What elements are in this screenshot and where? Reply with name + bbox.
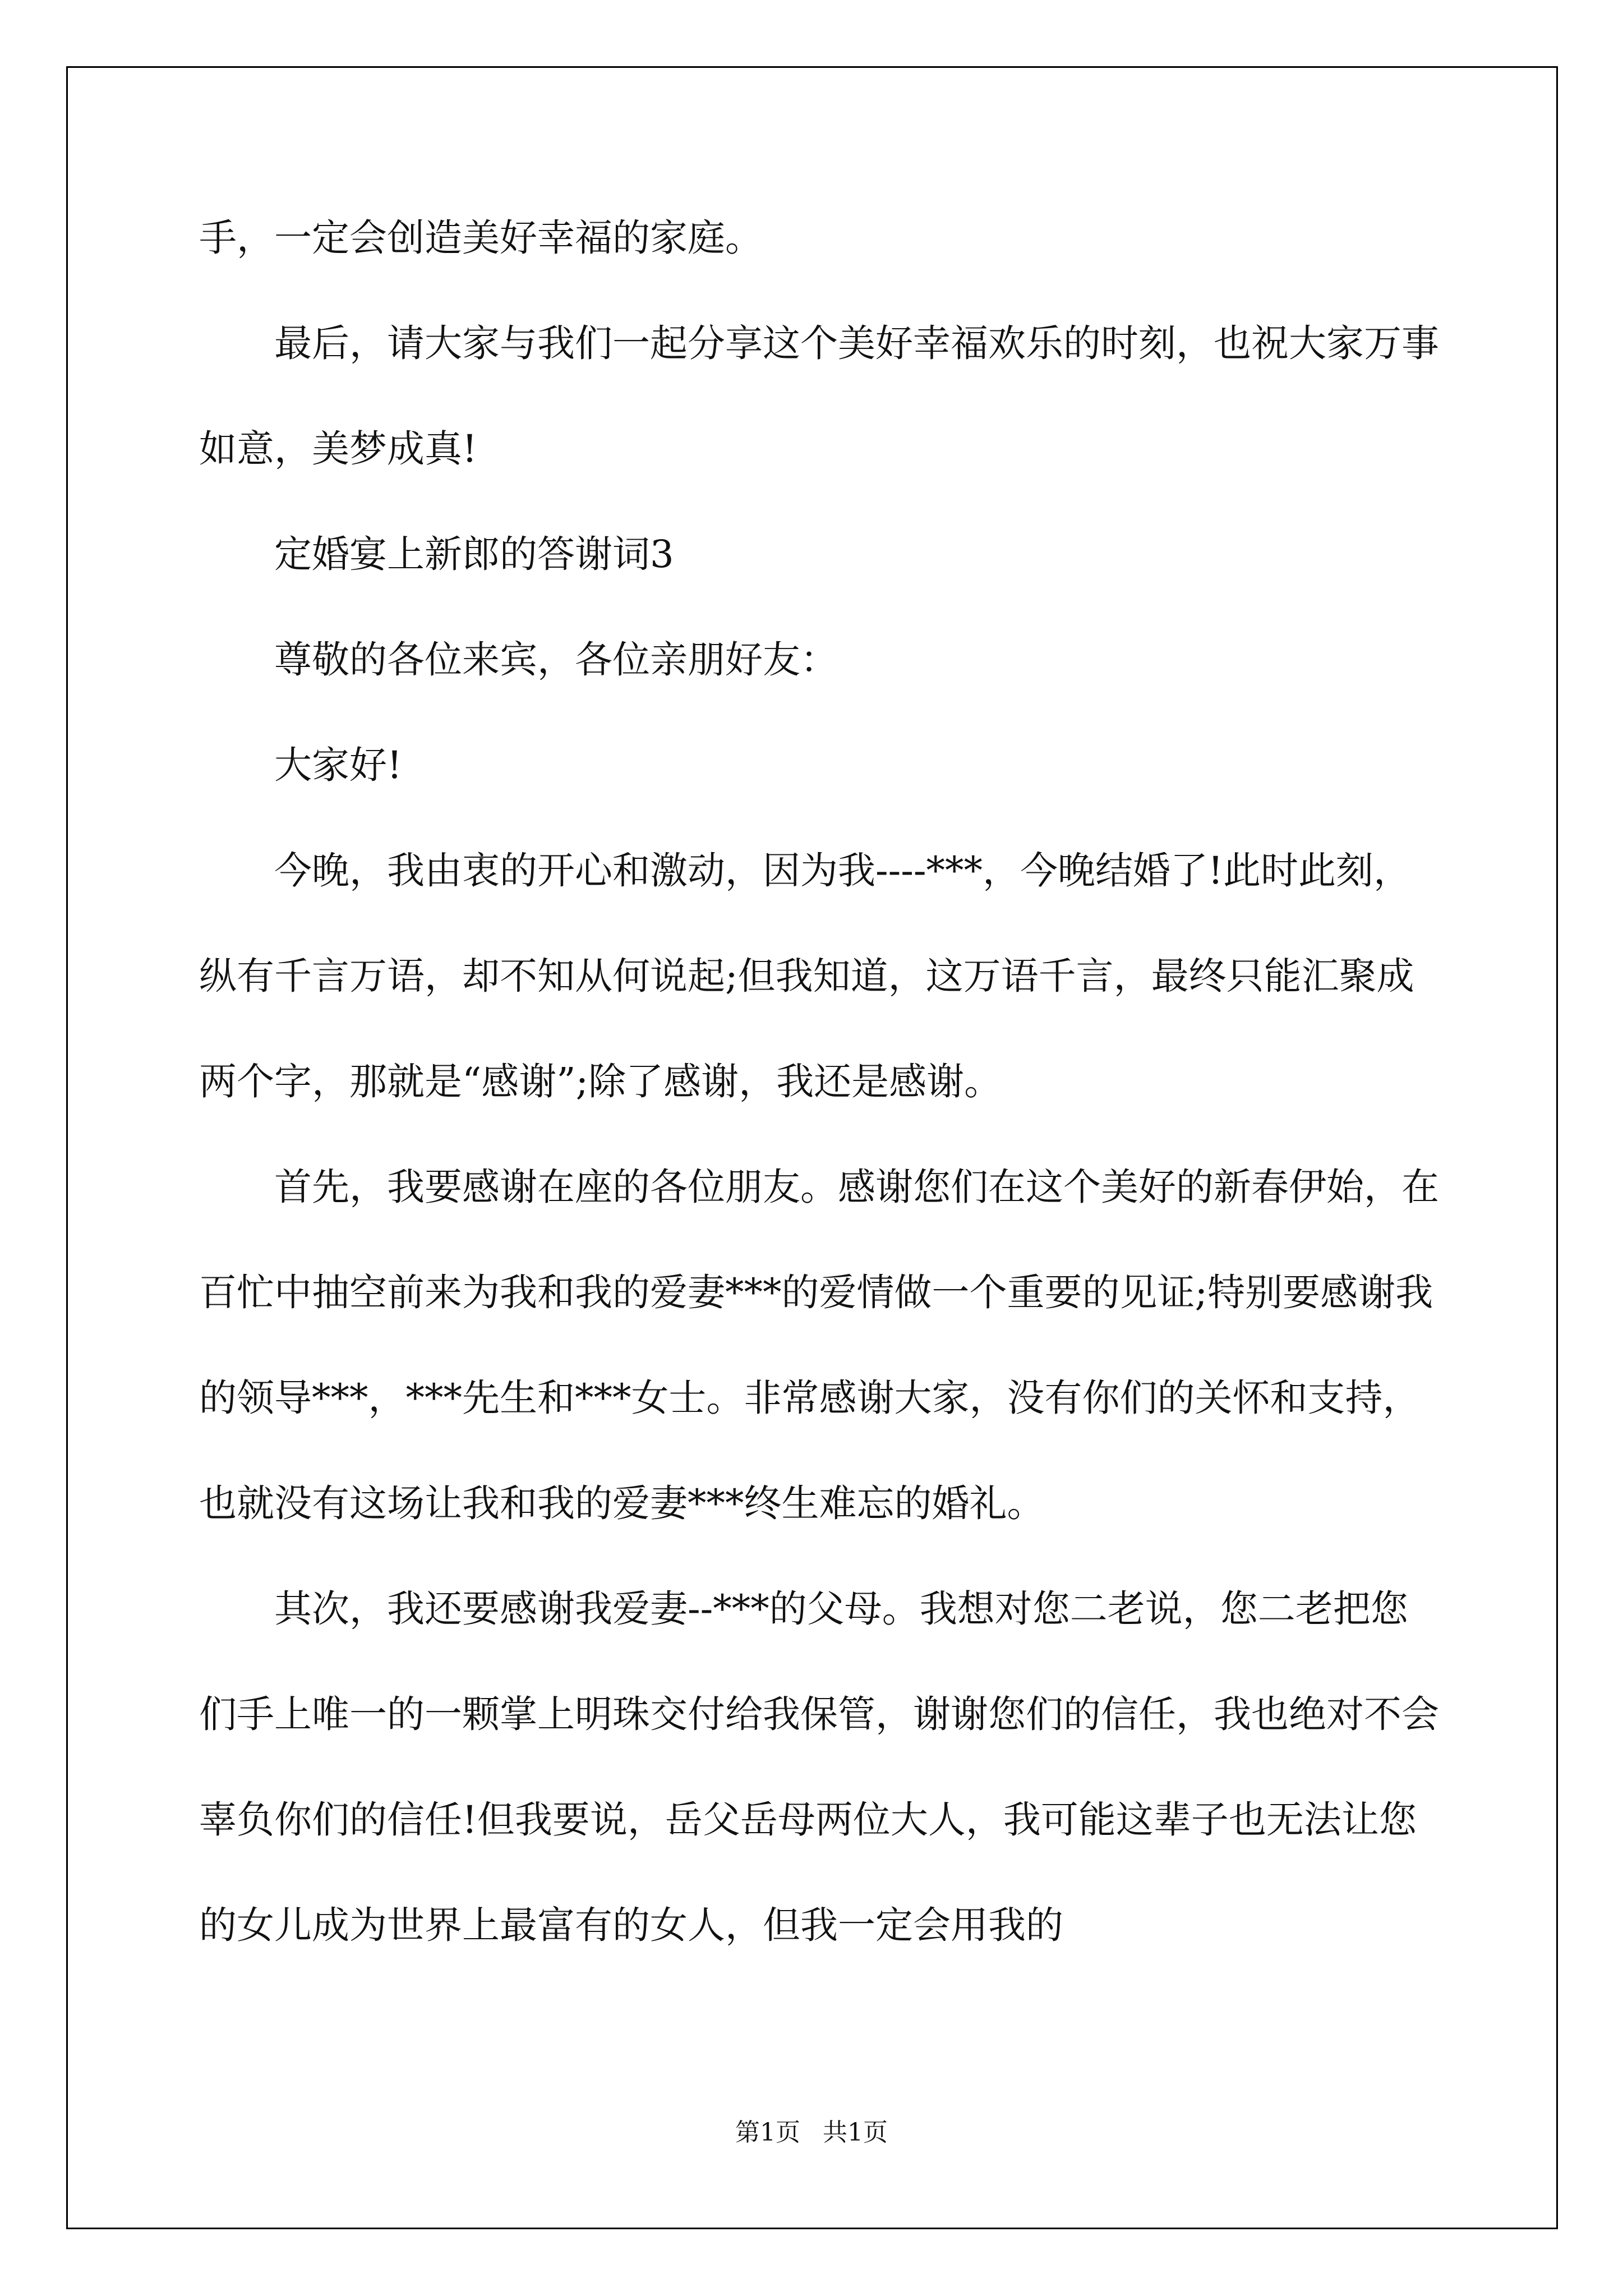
salutation: 尊敬的各位来宾，各位亲朋好友： (274, 638, 838, 682)
paragraph-1: 手，一定会创造美好幸福的家庭。 (199, 216, 763, 260)
page-number: 第1页 (735, 2118, 800, 2147)
document-body (199, 185, 1444, 1978)
paragraph-2: 最后，请大家与我们一起分享这个美好幸福欢乐的时刻，也祝大家万事如意，美梦成真! (199, 321, 1439, 471)
page-footer (0, 2112, 1623, 2148)
section-heading: 定婚宴上新郎的答谢词3 (274, 532, 674, 576)
page-total: 共1页 (823, 2118, 888, 2147)
paragraph-tonight: 今晚，我由衷的开心和激动，因为我----***，今晚结婚了!此时此刻，纵有千言万语，却不知从何说起;但我知道，这万语千言，最终只能汇聚成两个字，那就是“感谢”;除了感谢，我还是感谢。 (199, 849, 1414, 1103)
greeting: 大家好! (274, 743, 402, 787)
paragraph-thanks-parents: 其次，我还要感谢我爱妻--***的父母。我想对您二老说，您二老把您们手上唯一的一颗掌上明珠交付给我保管，谢谢您们的信任，我也绝对不会辜负你们的信任!但我要说，岳父岳母两位大人，我可能这辈子也无法让您的女儿成为世界上最富有的女人，但我一定会用我的 (199, 1587, 1439, 1947)
paragraph-thanks-friends: 首先，我要感谢在座的各位朋友。感谢您们在这个美好的新春伊始，在百忙中抽空前来为我和我的爱妻***的爱情做一个重要的见证;特别要感谢我的领导***，***先生和***女士。非常感谢大家，没有你们的关怀和支持，也就没有这场让我和我的爱妻***终生难忘的婚礼。 (199, 1165, 1439, 1525)
